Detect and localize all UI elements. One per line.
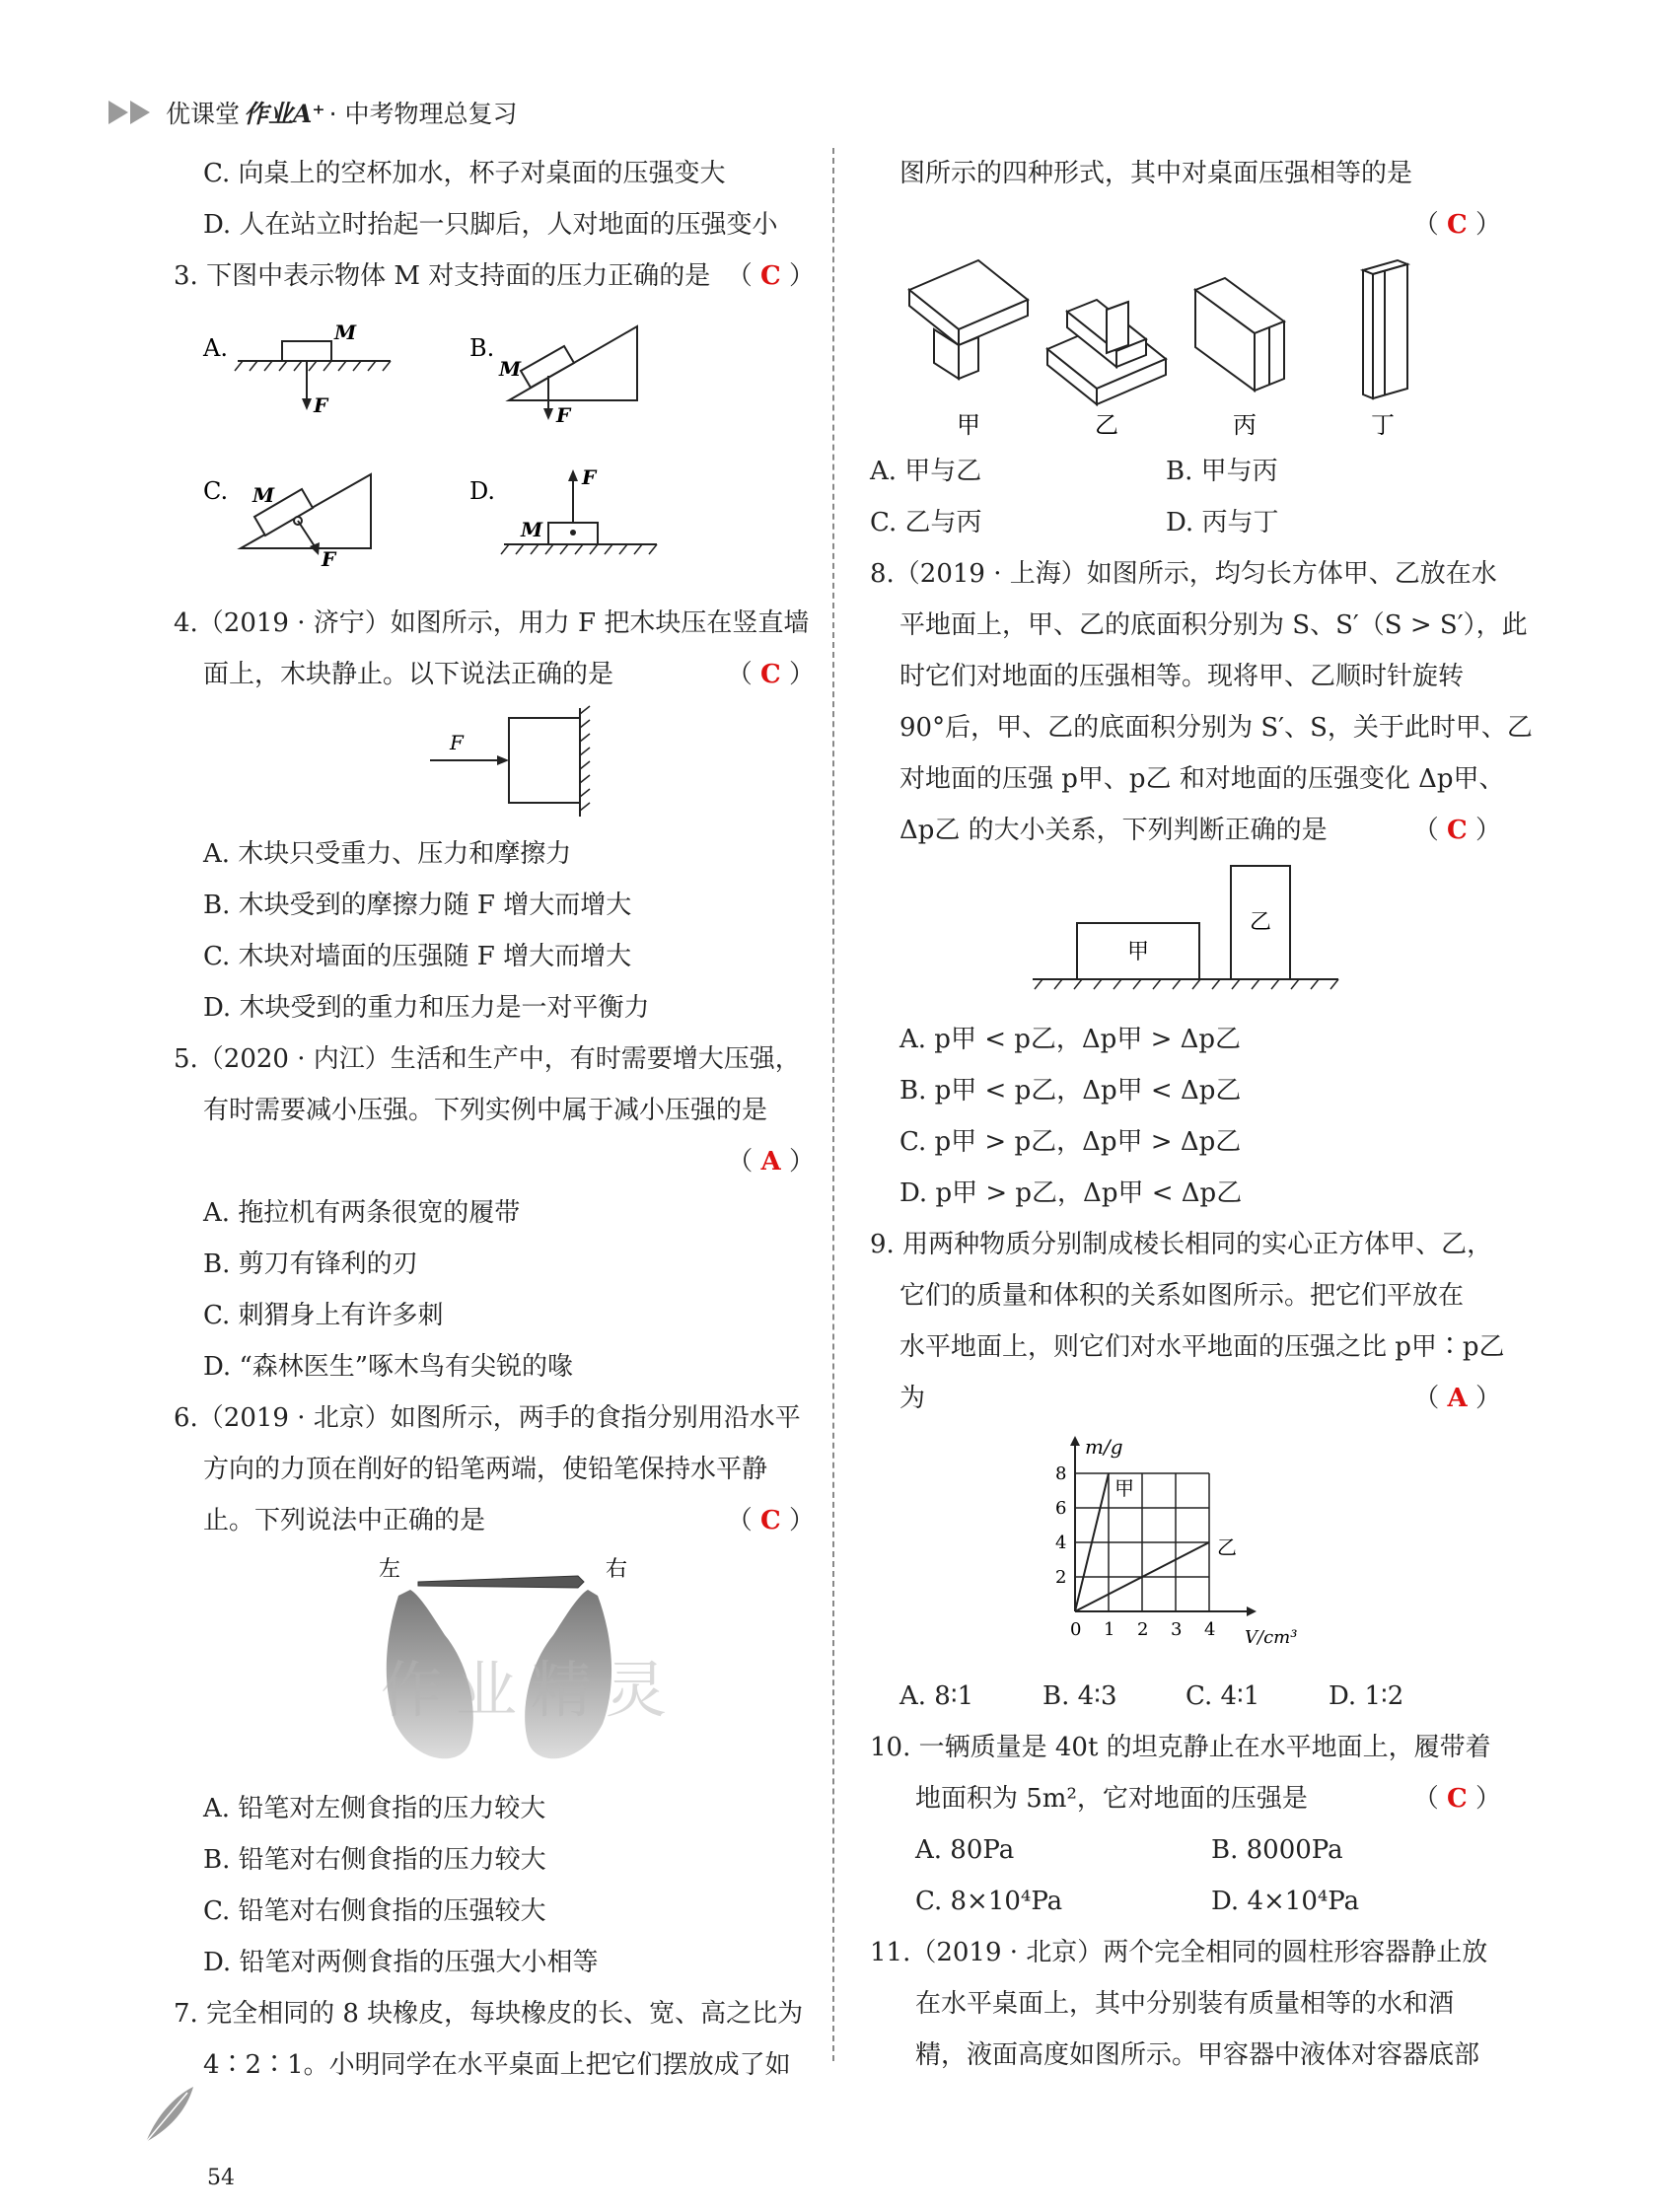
x-tick-label: 1 bbox=[1104, 1619, 1115, 1640]
q8-block-yi: 乙 bbox=[1249, 910, 1272, 935]
q3-label-c: C. bbox=[203, 477, 229, 505]
q6-option-b: B. 铅笔对右侧食指的压力较大 bbox=[203, 1845, 546, 1875]
q9-answer: A bbox=[1447, 1384, 1468, 1413]
y-axis-arrow bbox=[1070, 1436, 1080, 1446]
q4-answer-paren: （ C ） bbox=[726, 660, 815, 689]
right-column bbox=[870, 148, 1533, 2081]
q7-stem-3: 图所示的四种形式，其中对桌面压强相等的是 bbox=[899, 159, 1413, 188]
q6-option-d: D. 铅笔对两侧食指的压强大小相等 bbox=[203, 1948, 599, 1977]
svg-text:F: F bbox=[322, 547, 336, 571]
q6-option-a: A. 铅笔对左侧食指的压力较大 bbox=[203, 1794, 546, 1823]
q7-option-b: B. 甲与丙 bbox=[1166, 457, 1278, 486]
column-divider bbox=[832, 148, 834, 2061]
q10-stem-2: 地面积为 5m²，它对地面的压强是 （ C ） bbox=[870, 1773, 1501, 1824]
x-tick-label: 3 bbox=[1171, 1619, 1183, 1640]
svg-text:M: M bbox=[334, 321, 357, 344]
q9-option-d: D. 1∶2 bbox=[1329, 1681, 1404, 1711]
q6-figure bbox=[174, 1546, 815, 1783]
q7-figure bbox=[870, 250, 1501, 446]
q8-stem-1: 8.（2019 · 上海）如图所示，均匀长方体甲、乙放在水 bbox=[870, 559, 1497, 589]
svg-text:F: F bbox=[582, 465, 597, 489]
x-axis-arrow bbox=[1247, 1606, 1257, 1616]
q7-stem-1: 7. 完全相同的 8 块橡皮，每块橡皮的长、宽、高之比为 bbox=[174, 1999, 804, 2029]
q8-option-a: A. p甲 < p乙，Δp甲 > Δp乙 bbox=[899, 1025, 1242, 1054]
q4-option-a: A. 木块只受重力、压力和摩擦力 bbox=[203, 839, 572, 869]
q9-stem-1: 9. 用两种物质分别制成棱长相同的实心正方体甲、乙， bbox=[870, 1230, 1493, 1259]
q7-fig-label-bing: 丙 bbox=[1233, 411, 1257, 439]
q9-stem-2: 它们的质量和体积的关系如图所示。把它们平放在 bbox=[899, 1281, 1465, 1311]
watermark-q6: 作业精灵 bbox=[381, 1654, 682, 1726]
q10-option-c: C. 8×10⁴Pa bbox=[915, 1887, 1063, 1916]
q2-option-d: D. 人在站立时抬起一只脚后，人对地面的压强变小 bbox=[203, 210, 778, 240]
q10-answer: C bbox=[1447, 1784, 1468, 1814]
q4-figure bbox=[174, 700, 815, 828]
q9-option-a: A. 8∶1 bbox=[899, 1681, 974, 1711]
q10-option-a: A. 80Pa bbox=[915, 1835, 1015, 1865]
header-brand: 优课堂 bbox=[166, 100, 241, 128]
q7-option-a: A. 甲与乙 bbox=[870, 457, 982, 486]
q7-fig-label-ding: 丁 bbox=[1371, 411, 1395, 439]
q6-answer: C bbox=[760, 1506, 781, 1535]
q7-option-c: C. 乙与丙 bbox=[870, 508, 982, 537]
q6-label-left: 左 bbox=[379, 1557, 401, 1582]
chart-x-axis-label: V/cm³ bbox=[1245, 1627, 1298, 1648]
y-tick-label: 4 bbox=[1055, 1533, 1067, 1553]
q8-blocks-diagram bbox=[870, 856, 1501, 1014]
q3-label-b: B. bbox=[469, 334, 495, 362]
q4-answer: C bbox=[760, 660, 781, 689]
left-column bbox=[174, 148, 815, 2091]
y-tick-label: 6 bbox=[1055, 1498, 1067, 1519]
q5-stem-2: 有时需要减小压强。下列实例中属于减小压强的是 bbox=[203, 1096, 768, 1125]
svg-text:F: F bbox=[556, 403, 571, 427]
q4-stem-1: 4.（2019 · 济宁）如图所示，用力 F 把木块压在竖直墙 bbox=[174, 608, 810, 638]
q6-label-right: 右 bbox=[606, 1557, 628, 1582]
q10-option-b: B. 8000Pa bbox=[1211, 1835, 1343, 1865]
q6-option-c: C. 铅笔对右侧食指的压强较大 bbox=[203, 1896, 546, 1926]
q9-option-c: C. 4∶1 bbox=[1186, 1681, 1260, 1711]
q3-answer: C bbox=[760, 261, 781, 291]
header-subtitle: · 中考物理总复习 bbox=[328, 100, 518, 128]
q8-figure bbox=[870, 856, 1501, 1014]
svg-text:M: M bbox=[499, 357, 522, 381]
q8-stem-2: 平地面上，甲、乙的底面积分别为 S、S′（S > S′），此 bbox=[899, 610, 1528, 640]
q5-option-d: D. “森林医生”啄木鸟有尖锐的喙 bbox=[203, 1352, 574, 1382]
q7-options-row-2 bbox=[870, 497, 1501, 548]
q5-answer-paren: （ A ） bbox=[727, 1147, 815, 1177]
q3-force-diagrams bbox=[174, 302, 815, 598]
q9-mass-volume-chart bbox=[870, 1424, 1501, 1671]
q7-answer-paren: （ C ） bbox=[1412, 210, 1501, 240]
q11-stem-3: 精，液面高度如图所示。甲容器中液体对容器底部 bbox=[915, 2040, 1480, 2070]
q8-stem-3: 时它们对地面的压强相等。现将甲、乙顺时针旋转 bbox=[899, 662, 1465, 691]
q7-options-row-1 bbox=[870, 446, 1501, 497]
q5-option-a: A. 拖拉机有两条很宽的履带 bbox=[203, 1198, 521, 1228]
x-tick-label: 4 bbox=[1204, 1619, 1216, 1640]
q9-answer-paren: （ A ） bbox=[1413, 1384, 1501, 1413]
svg-text:F: F bbox=[314, 393, 328, 417]
svg-text:M: M bbox=[521, 518, 543, 541]
y-tick-label: 8 bbox=[1055, 1463, 1067, 1484]
q10-options-row-2 bbox=[870, 1876, 1501, 1927]
q6-stem-3: 止。下列说法中正确的是 （ C ） bbox=[174, 1495, 815, 1546]
feather-icon bbox=[138, 2083, 197, 2152]
q7-stem-2: 4∶2∶1。小明同学在水平桌面上把它们摆放成了如 bbox=[203, 2050, 791, 2080]
q4-option-b: B. 木块受到的摩擦力随 F 增大而增大 bbox=[203, 891, 632, 920]
series-label-jia: 甲 bbox=[1114, 1476, 1134, 1500]
q4-option-d: D. 木块受到的重力和压力是一对平衡力 bbox=[203, 993, 650, 1023]
q9-figure bbox=[870, 1424, 1501, 1671]
q7-eraser-stacks bbox=[870, 250, 1501, 446]
q10-answer-paren: （ C ） bbox=[1412, 1784, 1501, 1814]
page-number: 54 bbox=[207, 2166, 235, 2190]
q11-stem-2: 在水平桌面上，其中分别装有质量相等的水和酒 bbox=[915, 1989, 1455, 2019]
q8-option-b: B. p甲 < p乙，Δp甲 < Δp乙 bbox=[899, 1076, 1242, 1106]
q9-options bbox=[870, 1671, 1501, 1722]
q2-option-c: C. 向桌上的空杯加水，杯子对桌面的压强变大 bbox=[203, 159, 726, 188]
y-tick-label: 2 bbox=[1055, 1567, 1067, 1588]
header-arrows-icon bbox=[108, 101, 152, 124]
q9-stem-3: 水平地面上，则它们对水平地面的压强之比 p甲∶p乙 bbox=[899, 1332, 1505, 1362]
q4-wall-diagram bbox=[174, 700, 815, 828]
q5-option-c: C. 刺猬身上有许多刺 bbox=[203, 1301, 444, 1330]
q6-stem-2: 方向的力顶在削好的铅笔两端，使铅笔保持水平静 bbox=[203, 1455, 768, 1484]
header-logo: 作业A⁺ bbox=[244, 100, 325, 128]
q7-answer: C bbox=[1447, 210, 1468, 240]
q3-label-a: A. bbox=[203, 334, 228, 362]
q8-answer-paren: （ C ） bbox=[1412, 816, 1501, 845]
svg-text:F: F bbox=[450, 731, 464, 754]
q8-option-d: D. p甲 > p乙，Δp甲 < Δp乙 bbox=[899, 1178, 1243, 1208]
q8-stem-5: 对地面的压强 p甲、p乙 和对地面的压强变化 Δp甲、 bbox=[899, 764, 1505, 794]
q8-block-jia: 甲 bbox=[1126, 940, 1150, 964]
x-tick-label: 2 bbox=[1137, 1619, 1149, 1640]
chart-y-axis-label: m/g bbox=[1085, 1435, 1123, 1459]
series-label-yi: 乙 bbox=[1217, 1535, 1237, 1559]
q5-stem-1: 5.（2020 · 内江）生活和生产中，有时需要增大压强， bbox=[174, 1044, 801, 1074]
q3-stem: 3. 下图中表示物体 M 对支持面的压力正确的是 （ C ） bbox=[174, 250, 815, 302]
q10-stem-1: 10. 一辆质量是 40t 的坦克静止在水平地面上，履带着 bbox=[870, 1733, 1491, 1762]
q6-answer-paren: （ C ） bbox=[726, 1506, 815, 1535]
q3-label-d: D. bbox=[469, 477, 496, 505]
q4-stem-2: 面上，木块静止。以下说法正确的是 （ C ） bbox=[174, 649, 815, 700]
q5-option-b: B. 剪刀有锋利的刃 bbox=[203, 1249, 418, 1279]
q7-option-d: D. 丙与丁 bbox=[1166, 508, 1279, 537]
q10-option-d: D. 4×10⁴Pa bbox=[1211, 1887, 1360, 1916]
q10-options-row-1 bbox=[870, 1824, 1501, 1876]
q8-stem-4: 90°后，甲、乙的底面积分别为 S′、S，关于此时甲、乙 bbox=[899, 713, 1533, 743]
q3-answer-paren: （ C ） bbox=[726, 261, 815, 291]
x-tick-label: 0 bbox=[1070, 1619, 1082, 1640]
q7-fig-label-jia: 甲 bbox=[957, 411, 980, 439]
q8-option-c: C. p甲 > p乙，Δp甲 > Δp乙 bbox=[899, 1127, 1242, 1157]
page-header bbox=[108, 93, 518, 132]
q8-answer: C bbox=[1447, 816, 1468, 845]
q9-stem-4: 为 （ A ） bbox=[870, 1373, 1501, 1424]
q3-figures bbox=[174, 302, 815, 598]
q6-stem-1: 6.（2019 · 北京）如图所示，两手的食指分别用沿水平 bbox=[174, 1403, 801, 1433]
q8-stem-6: Δp乙 的大小关系，下列判断正确的是 （ C ） bbox=[870, 805, 1501, 856]
q7-fig-label-yi: 乙 bbox=[1095, 411, 1118, 439]
q4-option-c: C. 木块对墙面的压强随 F 增大而增大 bbox=[203, 942, 632, 971]
q5-answer: A bbox=[760, 1147, 781, 1177]
q11-stem-1: 11.（2019 · 北京）两个完全相同的圆柱形容器静止放 bbox=[870, 1938, 1488, 1967]
svg-text:M: M bbox=[252, 483, 275, 507]
q9-option-b: B. 4∶3 bbox=[1042, 1681, 1117, 1711]
